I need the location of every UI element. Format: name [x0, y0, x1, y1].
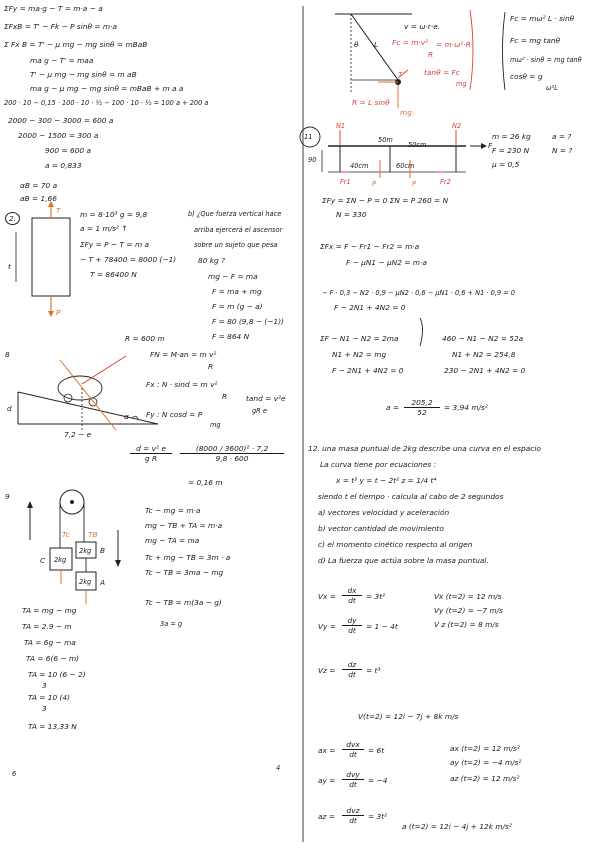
eq-denominator: ω²L	[546, 84, 558, 92]
problem-number: 11	[304, 133, 313, 141]
eq-line: a =	[386, 403, 400, 412]
eq-result: Vx (t=2) = 12 m/s	[434, 592, 502, 601]
eq-line: ΣF − N1 − N2 = 2ma	[320, 334, 399, 343]
dimension: 60cm	[396, 162, 415, 170]
problem-number: 9	[5, 492, 10, 501]
theta-label: θ	[354, 40, 359, 49]
eq-line: Tc − TB = 3ma − mg	[145, 568, 224, 577]
given-line: m = 26 kg	[492, 132, 531, 141]
block-b-label: B	[100, 546, 106, 555]
d-label: d	[7, 404, 12, 413]
eq-line: 200 · 10 − 0,15 · 100 · 10 · ½ − 100 · 10 · ½ = 100 a + 200 a	[4, 99, 209, 107]
eq-line: F = ma + mg	[212, 287, 262, 296]
force-label: F	[488, 141, 493, 150]
problem-intro: siendo t el tiempo · calcula al cabo de 2 segundos	[318, 492, 504, 501]
eq-denominator: gR e	[252, 407, 267, 415]
eq-line: 460 − N1 − N2 = 52a	[442, 334, 524, 343]
eq-line: ΣFxB = T' − Fk − P sinθ = m·a	[4, 22, 117, 31]
eq-line: F = m (g − a)	[212, 302, 263, 311]
az-fraction: dvz dt	[342, 806, 364, 825]
fr1-label: Fr1	[340, 178, 351, 186]
eq-line: FN = M·an = m v²	[150, 350, 217, 359]
question-item: b) vector cantidad de movimiento	[318, 524, 444, 533]
eq-line: TA = 10 (6 − 2)	[28, 670, 86, 679]
eq-line: Tc + mg − TB = 3m · a	[145, 553, 231, 562]
question-line: sobre un sujeto que pesa	[194, 241, 278, 249]
eq-denominator: R	[222, 392, 228, 401]
n1-label: N1	[336, 122, 346, 130]
question-line: b) ¿Que fuerza vertical hace	[188, 210, 282, 218]
vx-fraction: $\frac{dx}{dt}$	[342, 586, 362, 605]
problem-number: 2.	[5, 212, 20, 225]
eq-line: F = 80 (9,8 − (−1))	[212, 317, 284, 326]
problem-intro: La curva tiene por ecuaciones :	[320, 460, 437, 469]
tan-eq: tanθ = Fc	[424, 68, 460, 77]
eq-line: mg − F = ma	[208, 272, 258, 281]
block-a-mass: 2kg	[79, 578, 92, 586]
dimension: 50m	[378, 136, 393, 144]
eq-tail: = −4	[368, 776, 388, 785]
eq-line: 3a = g	[160, 620, 183, 628]
problem-number: 8	[5, 350, 10, 359]
result-line: F = 864 N	[212, 332, 250, 341]
vy-fraction: $\frac{dy}{dt}$	[342, 616, 362, 635]
eq-denominator: 3	[42, 681, 47, 690]
weight-label: P	[372, 180, 376, 188]
tension-b-label: TB	[88, 530, 98, 539]
eq-line: F − μN1 − μN2 = m·a	[346, 258, 427, 267]
eq-line: mg − TA = ma	[145, 536, 200, 545]
fr2-label: Fr2	[440, 178, 451, 186]
block-b-mass: 2kg	[79, 547, 92, 555]
result-line: TA = 13,33 N	[28, 722, 77, 731]
eq-line: TA = 2.9 − m	[22, 622, 72, 631]
eq-denominator: 3	[42, 704, 47, 713]
eq-line: 900 = 600 a	[45, 146, 91, 155]
problem-intro: 12. una masa puntual de 2kg describe una curva en el espacio	[308, 444, 541, 453]
eq-tail: = 3t²	[368, 812, 388, 821]
eq-line: ma g − μ mg − mg sinθ = mBaB + m a a	[30, 84, 184, 93]
weight-line	[60, 360, 116, 430]
dimension: 40cm	[350, 162, 369, 170]
result-line: = 3,94 m/s²	[444, 403, 488, 412]
height-label: 90	[308, 156, 317, 164]
eq-line: Fc = mg tanθ	[510, 36, 561, 45]
elevator-box	[32, 218, 70, 296]
incline-slope	[18, 392, 158, 424]
eq-line: − T + 78400 = 8000 (−1)	[80, 255, 177, 264]
tension-label: T	[398, 70, 403, 79]
eq-line: ΣFy = ΣN − P = 0 ΣN = P 260 = N	[322, 196, 449, 205]
eq-line: αB = 70 a	[20, 181, 58, 190]
eq-line: 2000 − 1500 = 300 a	[18, 131, 99, 140]
eq-line: TA = 10 (4)	[28, 693, 71, 702]
tan-eq-den: mg	[456, 80, 467, 88]
accel-vector: a (t=2) = 12i − 4j + 12k m/s²	[402, 822, 512, 831]
system-brace	[420, 318, 423, 346]
tension-c-label: Tc	[62, 530, 70, 539]
result-line: T = 86400 N	[90, 270, 137, 279]
eq-result: az (t=2) = 12 m/s²	[450, 774, 520, 783]
block-a-label: A	[100, 578, 106, 587]
question-item: c) el momento cinético respecto al origen	[318, 540, 473, 549]
eq-line: F − 2N1 + 4N2 = 0	[332, 366, 404, 375]
question-item: a) vectores velocidad y aceleración	[318, 508, 450, 517]
block-c-label: C	[40, 556, 46, 565]
eq-line: Fy : N cosd = P	[146, 410, 203, 419]
eq-result: Vy (t=2) = −7 m/s	[434, 606, 504, 615]
eq-result: ax (t=2) = 12 m/s²	[450, 744, 520, 753]
red-brace	[470, 10, 473, 90]
eq-line: aB = 1,66	[20, 194, 57, 203]
eq-sub: mg	[210, 421, 221, 429]
question-line: arriba ejercerá el ascensor	[194, 226, 283, 234]
fc-eq-den: R	[428, 50, 434, 59]
vz-fraction: $\frac{dz}{dt}$	[342, 660, 362, 679]
given-line: a = 1 m/s² ↑	[80, 224, 128, 233]
question-line: 80 kg ?	[198, 256, 225, 265]
side-label: t	[8, 262, 11, 271]
d-fraction: $\frac{\text{d = v² e}}{\text{g R}}$	[130, 444, 172, 463]
eq-lhs: az =	[318, 812, 335, 821]
eq-lhs: ax =	[318, 746, 336, 755]
eq-tail: = 1 − 4t	[366, 622, 398, 631]
eq-tail: = t³	[366, 666, 381, 675]
eq-line: ΣFx = F − Fr1 − Fr2 = m·a	[320, 242, 420, 251]
page-number: 4	[276, 764, 281, 772]
eq-line: cosθ = g	[510, 72, 543, 81]
eq-line: N1 + N2 = mg	[332, 350, 387, 359]
eq-lhs: Vy =	[318, 622, 336, 631]
eq-line: ΣFy = P − T = m a	[80, 240, 150, 249]
page-number: 6	[12, 770, 17, 778]
eq-line: N = 330	[336, 210, 367, 219]
slope-label: 7,2 − e	[64, 430, 92, 439]
eq-line: F − 2N1 + 4N2 = 0	[334, 303, 406, 312]
given-line: m = 8·10³ g = 9,8	[80, 210, 148, 219]
weight-label: mg	[400, 108, 412, 117]
eq-tail: = 6t	[368, 746, 385, 755]
alpha-label: α	[124, 412, 129, 421]
fc-eq-tail: = m·ω²·R	[436, 40, 471, 49]
unknown-line: N = ?	[552, 146, 573, 155]
ay-fraction: dvy dt	[342, 770, 364, 789]
eq-result: ay (t=2) = −4 m/s²	[450, 758, 522, 767]
given-line: μ = 0,5	[492, 160, 520, 169]
eq-line: ma g − T' = maa	[30, 56, 94, 65]
length-label: L	[374, 40, 379, 49]
curve-equations: x = t³ y = t − 2t² z = 1/4 t⁴	[336, 476, 437, 485]
eq-line: Σ Fx B = T' − μ mg − mg sinθ = mBaB	[4, 40, 148, 49]
eq-line: TA = mg − mg	[22, 606, 77, 615]
eq-line: 2000 − 300 − 3000 = 600 a	[8, 116, 114, 125]
eq-line: tand = v²e	[246, 394, 286, 403]
eq-line: Tc − TB = m(3a − g)	[145, 598, 222, 607]
eq-denominator: R	[208, 362, 214, 371]
normal-force-line	[82, 356, 126, 384]
eq-line: T' − μ mg − mg sinθ = m aB	[30, 70, 137, 79]
pulley-axle	[70, 500, 74, 504]
eq-line: Fc = mω² L · sinθ	[510, 14, 575, 23]
eq-line: N1 + N2 = 254,8	[452, 350, 516, 359]
eq-tail: = 3t²	[366, 592, 386, 601]
eq-line: Tc − mg = m·a	[145, 506, 201, 515]
ax-fraction: dvx dt	[342, 740, 364, 759]
d-value-fraction: $\frac{\text{(8000 / 3600)² · 7,2}}{9,8 \cdot 600}$	[180, 444, 284, 463]
a-fraction: $\frac{205,2}{52}$	[404, 398, 440, 417]
weight-arrowhead	[48, 311, 54, 317]
given-line: F = 230 N	[492, 146, 530, 155]
fc-eq: Fc = m·v²	[392, 38, 429, 47]
eq-line: − F · 0,3 − N2 · 0,9 − μN2 · 0,6 − μN1 · 0,6 + N1 · 0,9 = 0	[322, 289, 515, 297]
result-line: = 0,16 m	[188, 478, 223, 487]
radius-label: R = 600 m	[125, 334, 165, 343]
eq-line: a = 0,833	[45, 161, 82, 170]
black-brace	[503, 12, 506, 90]
question-item: d) La fuerza que actúa sobre la masa puntual.	[318, 556, 489, 565]
eq-result: V z (t=2) = 8 m/s	[434, 620, 499, 629]
eq-line: Fx : N · sind = m v²	[146, 380, 218, 389]
weight-label: P	[56, 308, 61, 317]
unknown-line: a = ?	[552, 132, 572, 141]
eq-line: 230 − 2N1 + 4N2 = 0	[444, 366, 526, 375]
eq-lhs: Vx =	[318, 592, 336, 601]
dimension: 50cm	[408, 141, 427, 149]
eq-line: ΣFy = ma·g − T = m·a − a	[4, 4, 103, 13]
velocity-vector: V(t=2) = 12i − 7j + 8k m/s	[358, 712, 459, 721]
block-c-mass: 2kg	[54, 556, 67, 564]
eq-line: TA = 6g − ma	[24, 638, 76, 647]
eq-line: mω² · sinθ = mg tanθ	[510, 56, 582, 64]
tension-label: T	[56, 206, 61, 215]
radius-label: R = L sinθ	[352, 98, 390, 107]
eq-lhs: ay =	[318, 776, 336, 785]
weight-label: P	[412, 180, 416, 188]
eq-lhs: Vz =	[318, 666, 336, 675]
eq-line: TA = 6(6 − m)	[26, 654, 80, 663]
velocity-label: v = ω·r·e.	[404, 22, 441, 31]
n2-label: N2	[452, 122, 462, 130]
eq-line: mg − TB + TA = m·a	[145, 521, 223, 530]
